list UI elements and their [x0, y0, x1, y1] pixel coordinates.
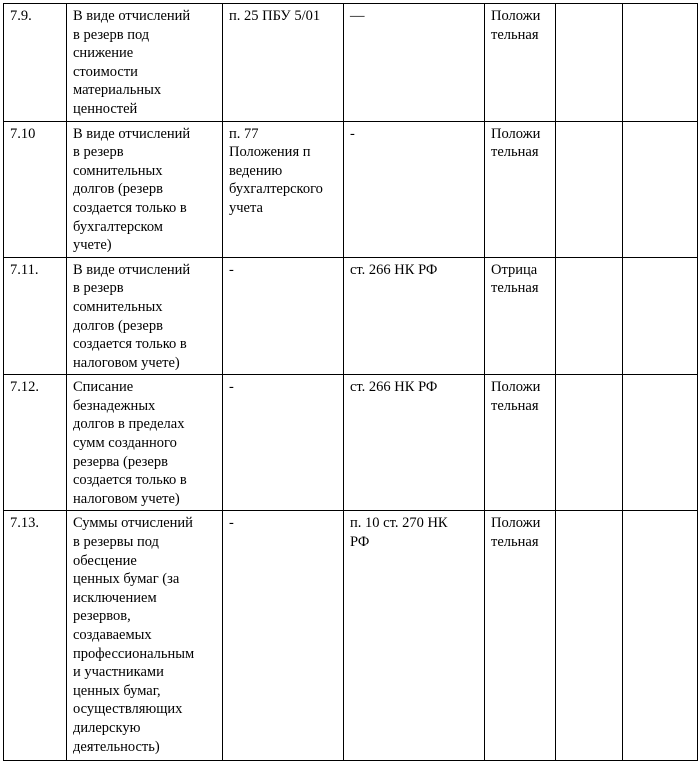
- difference-type-cell: Положи тельная: [485, 375, 556, 511]
- row-number-cell: 7.13.: [4, 511, 67, 761]
- accounting-reference-cell: п. 77 Положения п ведению бухгалтерского учета: [223, 121, 344, 257]
- empty-cell: [623, 257, 698, 375]
- empty-cell: [556, 257, 623, 375]
- description-cell: В виде отчислений в резерв сомнительных долгов (резерв создается только в налоговом учете): [67, 257, 223, 375]
- accounting-reference-cell: -: [223, 375, 344, 511]
- tax-reference-cell: ст. 266 НК РФ: [344, 257, 485, 375]
- empty-cell: [623, 511, 698, 761]
- description-cell: В виде отчислений в резерв сомнительных долгов (резерв создается только в бухгалтерском учете): [67, 121, 223, 257]
- table-row: [4, 4, 698, 122]
- tax-reference-cell: -: [344, 121, 485, 257]
- difference-type-cell: Положи тельная: [485, 4, 556, 122]
- table-row: [4, 511, 698, 761]
- empty-cell: [556, 4, 623, 122]
- difference-type-cell: Положи тельная: [485, 121, 556, 257]
- accounting-reference-cell: -: [223, 257, 344, 375]
- tax-reference-cell: ст. 266 НК РФ: [344, 375, 485, 511]
- empty-cell: [556, 511, 623, 761]
- accounting-reference-cell: п. 25 ПБУ 5/01: [223, 4, 344, 122]
- description-cell: Суммы отчислений в резервы под обесцение ценных бумаг (за исключением резервов, создаваемых профессиональным и участниками ценных бумаг, осуществляющих дилерскую деятельность): [67, 511, 223, 761]
- row-number-cell: 7.10: [4, 121, 67, 257]
- description-cell: В виде отчислений в резерв под снижение стоимости материальных ценностей: [67, 4, 223, 122]
- row-number-cell: 7.9.: [4, 4, 67, 122]
- accounting-reference-cell: -: [223, 511, 344, 761]
- table-row: [4, 375, 698, 511]
- accounting-differences-table: [3, 3, 698, 761]
- empty-cell: [623, 121, 698, 257]
- row-number-cell: 7.12.: [4, 375, 67, 511]
- table-row: [4, 121, 698, 257]
- empty-cell: [623, 375, 698, 511]
- description-cell: Списание безнадежных долгов в пределах сумм созданного резерва (резерв создается только в налоговом учете): [67, 375, 223, 511]
- tax-reference-cell: —: [344, 4, 485, 122]
- tax-reference-cell: п. 10 ст. 270 НК РФ: [344, 511, 485, 761]
- difference-type-cell: Отрица тельная: [485, 257, 556, 375]
- row-number-cell: 7.11.: [4, 257, 67, 375]
- empty-cell: [556, 121, 623, 257]
- table-row: [4, 257, 698, 375]
- empty-cell: [556, 375, 623, 511]
- empty-cell: [623, 4, 698, 122]
- difference-type-cell: Положи тельная: [485, 511, 556, 761]
